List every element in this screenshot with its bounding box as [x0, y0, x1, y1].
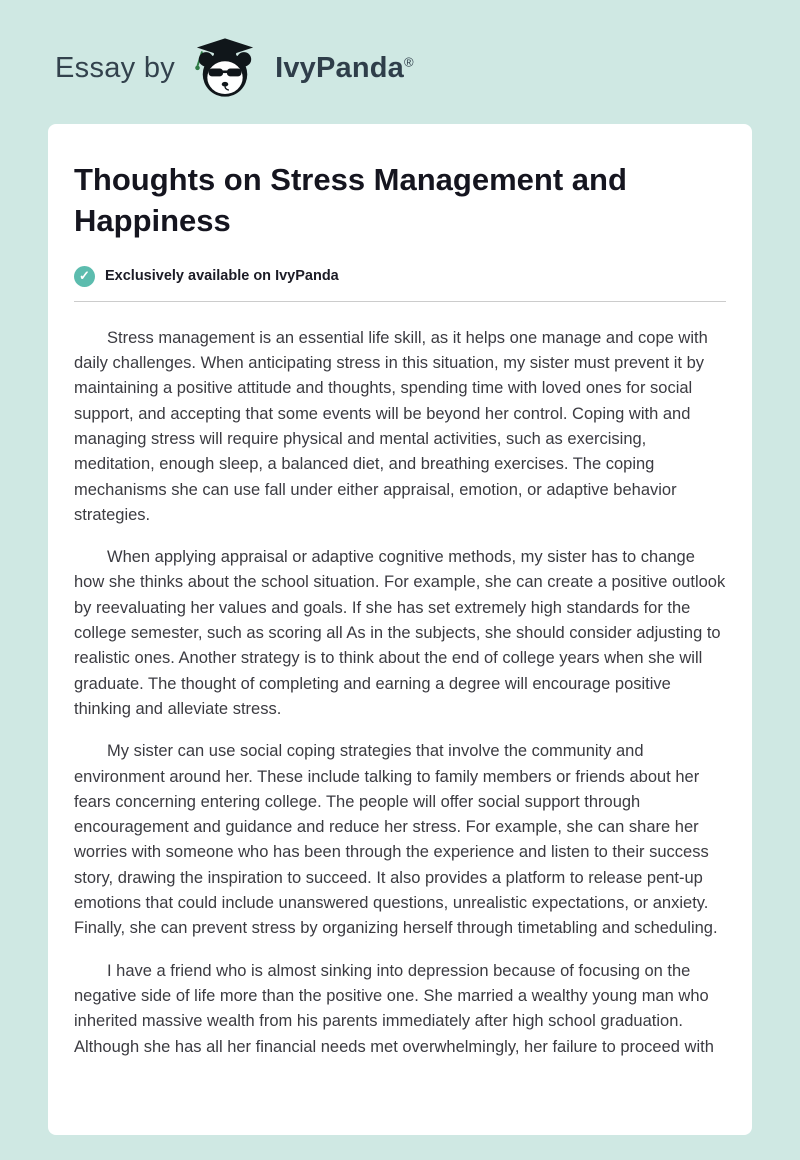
- essay-paragraph: I have a friend who is almost sinking into depression because of focusing on the negative side of life more than the positive one. She married a wealthy young man who inherited massive wealth from his parents immediately after high school graduation. Although she has all her financial needs met overwhelmingly, her failure to proceed with: [74, 961, 714, 1056]
- essay-paragraph: When applying appraisal or adaptive cognitive methods, my sister has to change how she thinks about the school situation. For example, she can create a positive outlook by reevaluating her values and goals. If she has set extremely high standards for the college semester, such as scoring all As in the subjects, she should consider adjusting to realistic ones. Another strategy is to think about the end of college years when she will graduate. The thought of completing and earning a degree will encourage positive thinking and alleviate stress.: [74, 548, 726, 718]
- essay-by-label: Essay by: [55, 51, 176, 84]
- brand-name: [275, 52, 414, 85]
- availability-badge: [74, 266, 726, 287]
- availability-badge-label: Exclusively available on IvyPanda: [105, 268, 339, 285]
- page-title: Thoughts on Stress Management and Happiness: [74, 162, 627, 238]
- registered-trademark: ®: [404, 53, 414, 69]
- ivypanda-logo-icon: [189, 37, 261, 100]
- site-header: [0, 0, 800, 100]
- divider: [74, 301, 726, 302]
- essay-card: [48, 124, 752, 1135]
- essay-paragraph: Stress management is an essential life skill, as it helps one manage and cope with daily challenges. When anticipating stress in this situation, my sister must prevent it by maintaining a positive attitude and thoughts, spending time with loved ones for social support, and accepting that some events will be beyond her control. Coping with and managing stress will require physical and mental activities, such as exercising, meditation, enough sleep, a balanced diet, and breathing exercises. The coping mechanisms she can use fall under either appraisal, emotion, or adaptive behavior strategies.: [74, 328, 708, 524]
- brand-text: IvyPanda: [275, 51, 405, 84]
- essay-body: [74, 326, 726, 1060]
- essay-paragraph: My sister can use social coping strategies that involve the community and environment around her. These include talking to family members or friends about her fears concerning entering college. The people will offer social support through encouragement and guidance and reduce her stress. For example, she can share her worries with someone who has been through the experience and listen to their success story, drawing the inspiration to succeed. It also provides a platform to release pent-up emotions that could include unanswered questions, unrealistic expectations, or anxiety. Finally, she can prevent stress by organizing herself through timetabling and scheduling.: [74, 742, 718, 938]
- check-icon: ✓: [74, 266, 95, 287]
